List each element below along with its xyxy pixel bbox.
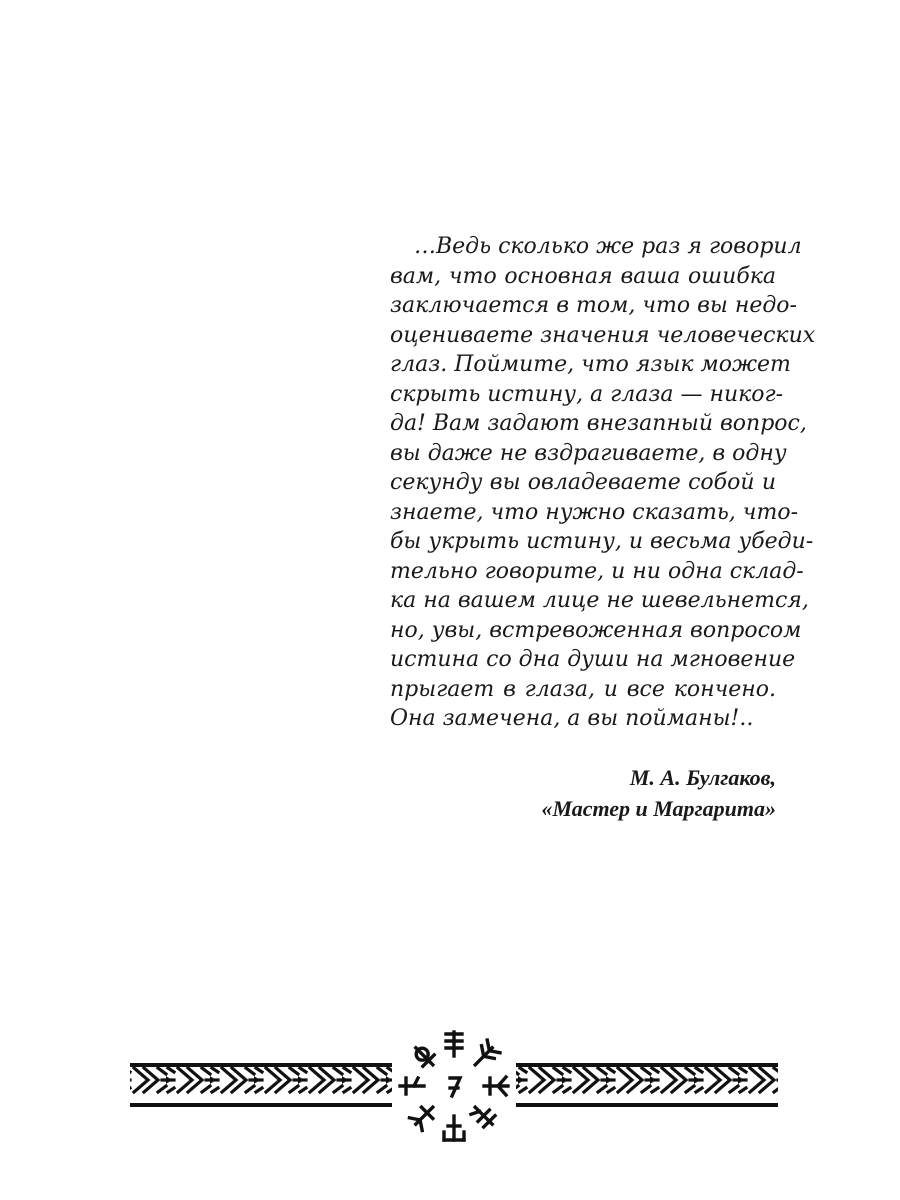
ornament-left-band (130, 1063, 392, 1107)
epigraph-line: тельно говорите, и ни одна склад- (390, 558, 804, 584)
epigraph-line: ка на вашем лице не шевельнется, (390, 588, 809, 613)
epigraph-line: заключается в том, что вы недо- (390, 293, 797, 318)
epigraph-line: бы укрыть истину, и весьма убеди- (390, 529, 814, 554)
epigraph-line: глаз. Поймите, что язык может (390, 352, 791, 377)
epigraph-line: Она замечена, а вы пойманы!.. (390, 706, 754, 731)
epigraph-line: да! Вам задают внезапный вопрос, (390, 411, 807, 436)
epigraph-line: …Ведь сколько же раз я говорил (414, 234, 802, 259)
ornament-right-band (516, 1063, 778, 1107)
epigraph (390, 232, 816, 734)
epigraph-line: но, увы, встревоженная вопросом (390, 617, 802, 643)
ornament-divider (0, 1020, 900, 1160)
vegvisir-rune-compass-icon (400, 1032, 508, 1140)
attribution-author: М. А. Булгаков, (629, 765, 776, 790)
attribution-work: «Мастер и Маргарита» (541, 796, 776, 821)
epigraph-line: секунду вы овладеваете собой и (390, 470, 776, 495)
epigraph-line: вам, что основная ваша ошибка (390, 263, 776, 289)
epigraph-line: скрыть истину, а глаза — никог- (390, 381, 784, 407)
epigraph-line: знаете, что нужно сказать, что- (390, 499, 799, 525)
epigraph-line: истина со дна души на мгновение (390, 647, 796, 672)
epigraph-line: вы даже не вздрагиваете, в одну (390, 440, 787, 466)
epigraph-line: прыгает в глаза, и все кончено. (390, 676, 776, 702)
epigraph-line: оцениваете значения человеческих (390, 322, 816, 348)
epigraph-text (390, 232, 816, 734)
attribution (390, 762, 776, 824)
